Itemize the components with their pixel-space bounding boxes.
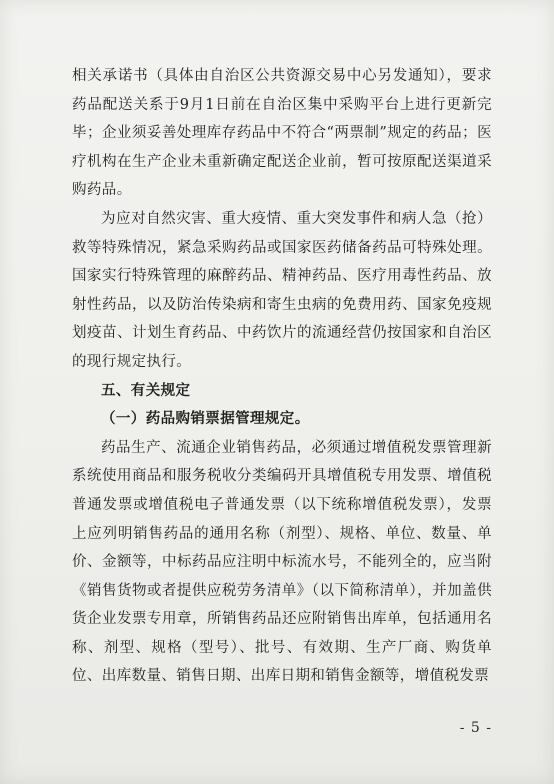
page-number: - 5 - [459, 720, 492, 736]
subsection-heading: （一）药品购销票据管理规定。 [101, 410, 310, 428]
page-content [72, 62, 492, 691]
paragraph-continuation: 相关承诺书（具体由自治区公共资源交易中心另发通知），要求药品配送关系于9月1日前在自治区集中采购平台上进行更新完毕；企业须妥善处理库存药品中不符合“两票制”规定的药品；医疗机构在生产企业未重新确定配送企业前，暂可按原配送渠道采购药品。 [72, 68, 492, 199]
section-heading: 五、有关规定 [101, 382, 191, 399]
paragraph-invoice-rules: 药品生产、流通企业销售药品，必须通过增值税发票管理新系统使用商品和服务税收分类编码开具增值税专用发票、增值税普通发票或增值税电子普通发票（以下统称增值税发票），发票上应列明销售药品的通用名称（剂型）、规格、单位、数量、单价、金额等，中标药品应注明中标流水号，不能列全的，应当附《销售货物或者提供应税劳务清单》（以下简称清单），并加盖供货企业发票专用章，所销售药品还应附销售出库单，包括通用名称、剂型、规格（型号）、批号、有效期、生产厂商、购货单位、出库数量、销售日期、出库日期和销售金额等，增值税发票 [72, 439, 492, 685]
paragraph-special-cases: 为应对自然灾害、重大疫情、重大突发事件和病人急（抢）救等特殊情况，紧急采购药品或国家医药储备药品可特殊处理。国家实行特殊管理的麻醉药品、精神药品、医疗用毒性药品、放射性药品，以及防治传染病和寄生虫病的免费用药、国家免疫规划疫苗、计划生育药品、中药饮片的流通经营仍按国家和自治区的现行规定执行。 [72, 210, 492, 370]
